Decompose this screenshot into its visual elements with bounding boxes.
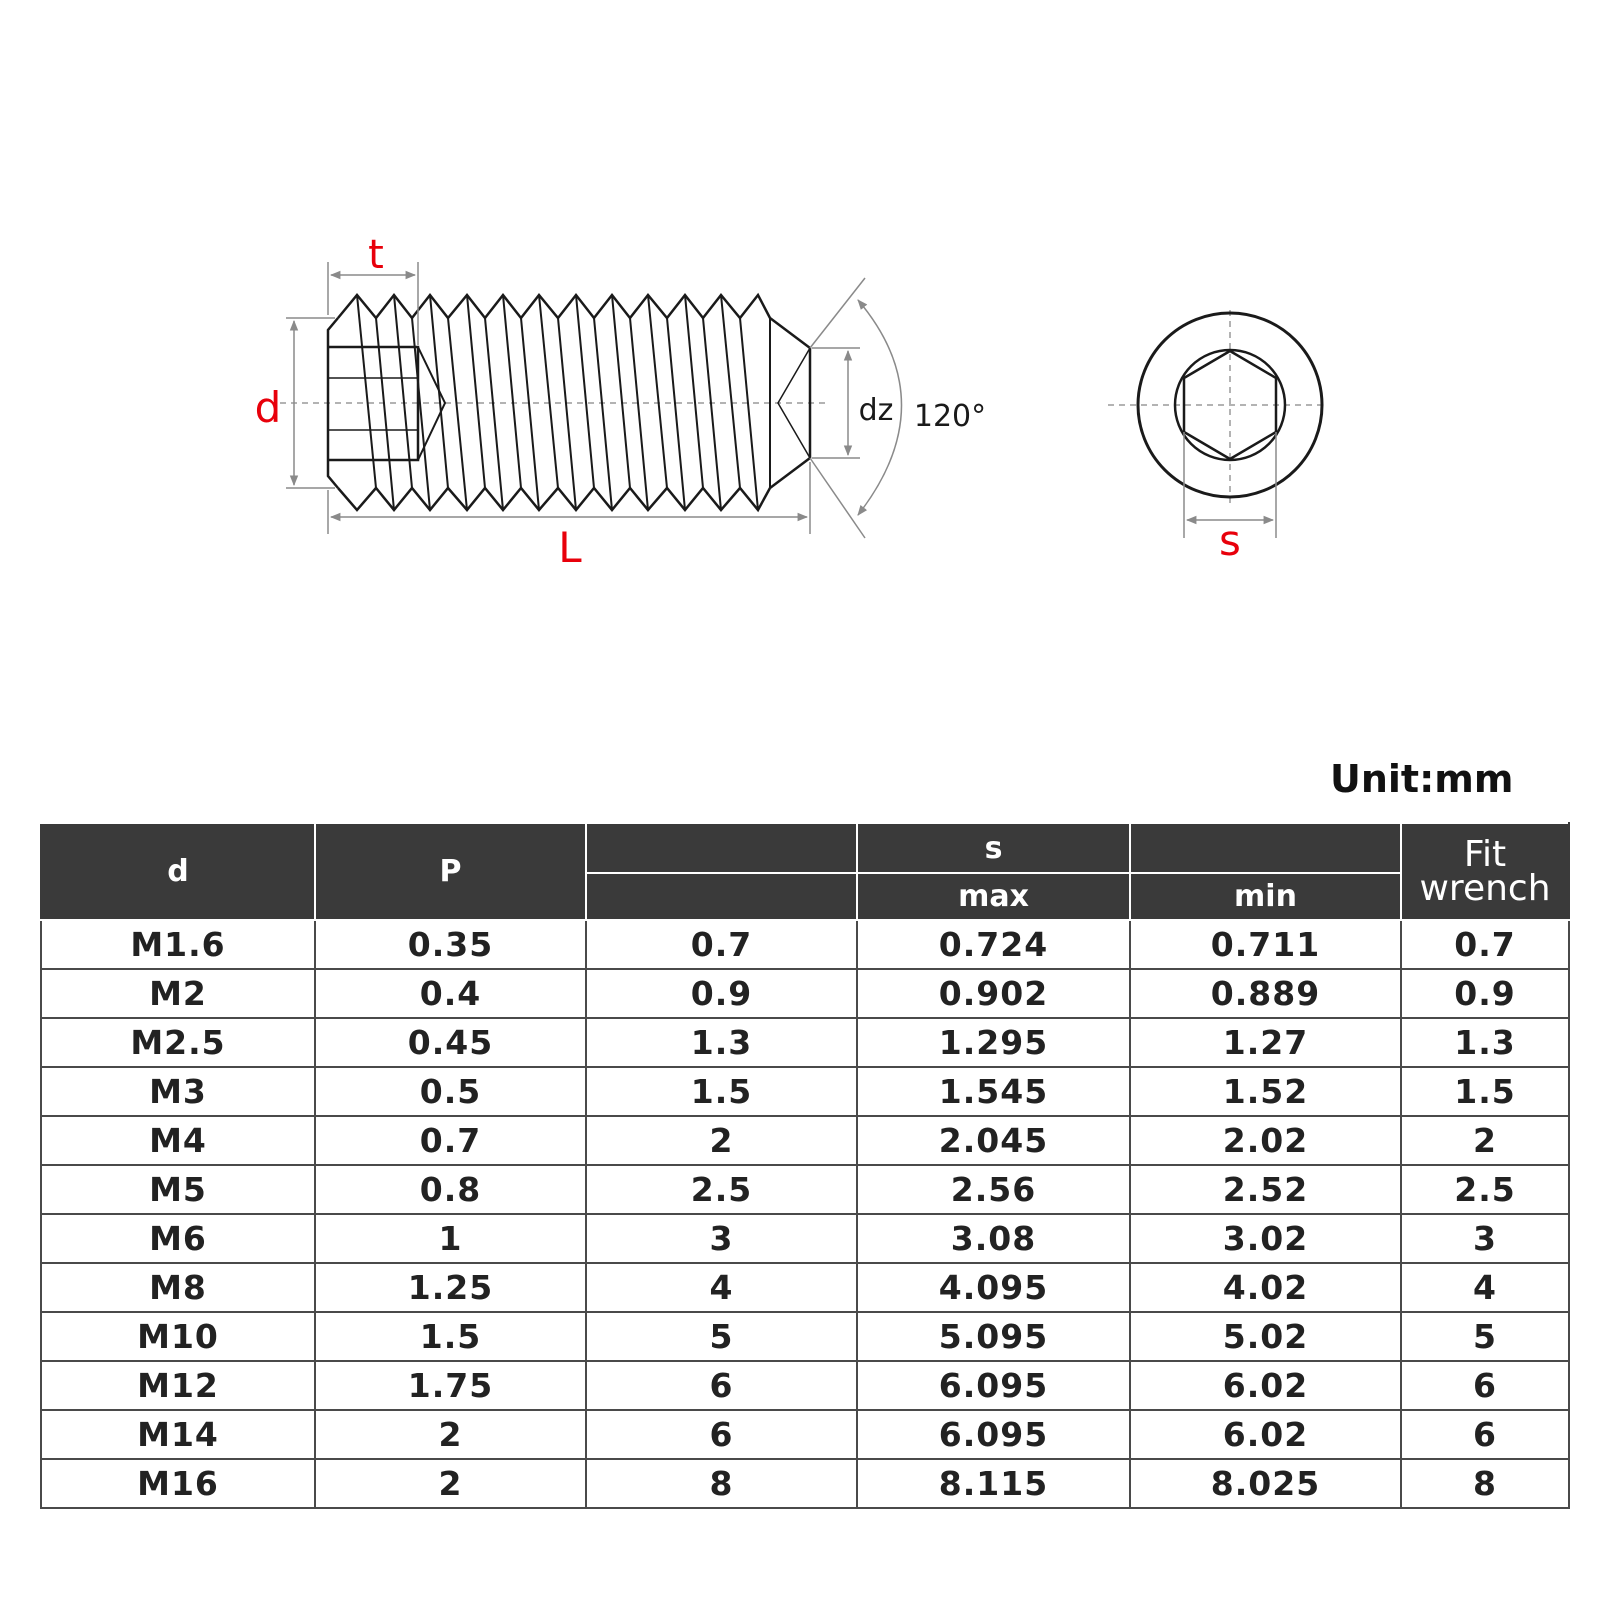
table-row [41, 1263, 1569, 1312]
cell-max: 3.08 [857, 1214, 1130, 1263]
table-row [41, 1067, 1569, 1116]
cell-P: 2 [315, 1459, 586, 1508]
cell-fit-wrench: 6 [1401, 1361, 1569, 1410]
header-blank-bottom [586, 873, 857, 920]
cell-min: 4.02 [1130, 1263, 1401, 1312]
cell-max: 8.115 [857, 1459, 1130, 1508]
cell-d: M4 [41, 1116, 315, 1165]
label-angle: 120° [913, 399, 987, 434]
table-row [41, 1410, 1569, 1459]
label-t: t [368, 232, 384, 278]
thread-top-profile [338, 295, 770, 318]
cell-min: 2.02 [1130, 1116, 1401, 1165]
cell-min: 0.711 [1130, 920, 1401, 969]
cell-P: 0.45 [315, 1018, 586, 1067]
cell-fit-wrench: 1.5 [1401, 1067, 1569, 1116]
header-blank-top [1130, 823, 1401, 873]
cell-P: 0.8 [315, 1165, 586, 1214]
cell-P: 0.4 [315, 969, 586, 1018]
cell-max: 0.902 [857, 969, 1130, 1018]
cell-P: 1.25 [315, 1263, 586, 1312]
cell-min: 2.52 [1130, 1165, 1401, 1214]
cell-value: 8 [586, 1459, 857, 1508]
cell-fit-wrench: 1.3 [1401, 1018, 1569, 1067]
table-row [41, 920, 1569, 969]
cell-value: 1.5 [586, 1067, 857, 1116]
screw-end-view [1108, 310, 1325, 505]
cell-fit-wrench: 0.9 [1401, 969, 1569, 1018]
cell-fit-wrench: 2 [1401, 1116, 1569, 1165]
dimension-spec-table [40, 822, 1570, 1509]
table-row [41, 1018, 1569, 1067]
cell-d: M10 [41, 1312, 315, 1361]
cell-value: 1.3 [586, 1018, 857, 1067]
cell-max: 5.095 [857, 1312, 1130, 1361]
table-row [41, 1116, 1569, 1165]
table-row [41, 1214, 1569, 1263]
header-fit-line1: Fit [1463, 833, 1507, 875]
cell-fit-wrench: 4 [1401, 1263, 1569, 1312]
cell-fit-wrench: 2.5 [1401, 1165, 1569, 1214]
header-blank-top [586, 823, 857, 873]
header-fit-wrench [1401, 823, 1569, 920]
cell-d: M1.6 [41, 920, 315, 969]
cell-max: 2.045 [857, 1116, 1130, 1165]
table-row [41, 969, 1569, 1018]
header-max: max [857, 873, 1130, 920]
cell-d: M2.5 [41, 1018, 315, 1067]
cell-P: 1 [315, 1214, 586, 1263]
cell-d: M12 [41, 1361, 315, 1410]
cell-max: 2.56 [857, 1165, 1130, 1214]
label-L: L [558, 523, 582, 572]
cell-max: 1.545 [857, 1067, 1130, 1116]
cell-d: M3 [41, 1067, 315, 1116]
header-d: d [41, 823, 315, 920]
table-row [41, 1165, 1569, 1214]
table-row [41, 1459, 1569, 1508]
label-d: d [254, 383, 282, 432]
label-s: s [1219, 516, 1241, 565]
cell-max: 0.724 [857, 920, 1130, 969]
thread-bottom-profile [338, 488, 770, 510]
cell-fit-wrench: 8 [1401, 1459, 1569, 1508]
cell-d: M8 [41, 1263, 315, 1312]
cell-min: 3.02 [1130, 1214, 1401, 1263]
cell-d: M2 [41, 969, 315, 1018]
cell-value: 6 [586, 1410, 857, 1459]
cell-value: 2.5 [586, 1165, 857, 1214]
table-row [41, 1312, 1569, 1361]
cell-min: 5.02 [1130, 1312, 1401, 1361]
set-screw-technical-drawing [0, 0, 1600, 700]
screw-side-view [280, 295, 830, 510]
cell-fit-wrench: 5 [1401, 1312, 1569, 1361]
cell-d: M5 [41, 1165, 315, 1214]
cell-min: 8.025 [1130, 1459, 1401, 1508]
cell-fit-wrench: 3 [1401, 1214, 1569, 1263]
cell-max: 6.095 [857, 1361, 1130, 1410]
cell-fit-wrench: 6 [1401, 1410, 1569, 1459]
cell-max: 4.095 [857, 1263, 1130, 1312]
header-s: s [857, 823, 1130, 873]
cell-d: M6 [41, 1214, 315, 1263]
cell-min: 0.889 [1130, 969, 1401, 1018]
cell-P: 1.5 [315, 1312, 586, 1361]
cell-d: M16 [41, 1459, 315, 1508]
header-fit-line2: wrench [1419, 867, 1551, 909]
cell-max: 6.095 [857, 1410, 1130, 1459]
cell-value: 3 [586, 1214, 857, 1263]
cell-value: 6 [586, 1361, 857, 1410]
cell-value: 2 [586, 1116, 857, 1165]
header-min: min [1130, 873, 1401, 920]
cell-P: 0.7 [315, 1116, 586, 1165]
cell-P: 0.35 [315, 920, 586, 969]
header-P: P [315, 823, 586, 920]
label-dz: dz [858, 393, 894, 428]
cell-min: 6.02 [1130, 1361, 1401, 1410]
cell-value: 0.7 [586, 920, 857, 969]
table-row [41, 1361, 1569, 1410]
cone-apex-lines [778, 348, 810, 458]
cell-P: 2 [315, 1410, 586, 1459]
unit-label: Unit:mm [1330, 757, 1514, 801]
cell-min: 6.02 [1130, 1410, 1401, 1459]
cell-value: 0.9 [586, 969, 857, 1018]
cell-d: M14 [41, 1410, 315, 1459]
cell-min: 1.27 [1130, 1018, 1401, 1067]
cell-fit-wrench: 0.7 [1401, 920, 1569, 969]
cell-min: 1.52 [1130, 1067, 1401, 1116]
cell-P: 0.5 [315, 1067, 586, 1116]
cell-value: 4 [586, 1263, 857, 1312]
cell-max: 1.295 [857, 1018, 1130, 1067]
cell-value: 5 [586, 1312, 857, 1361]
cell-P: 1.75 [315, 1361, 586, 1410]
